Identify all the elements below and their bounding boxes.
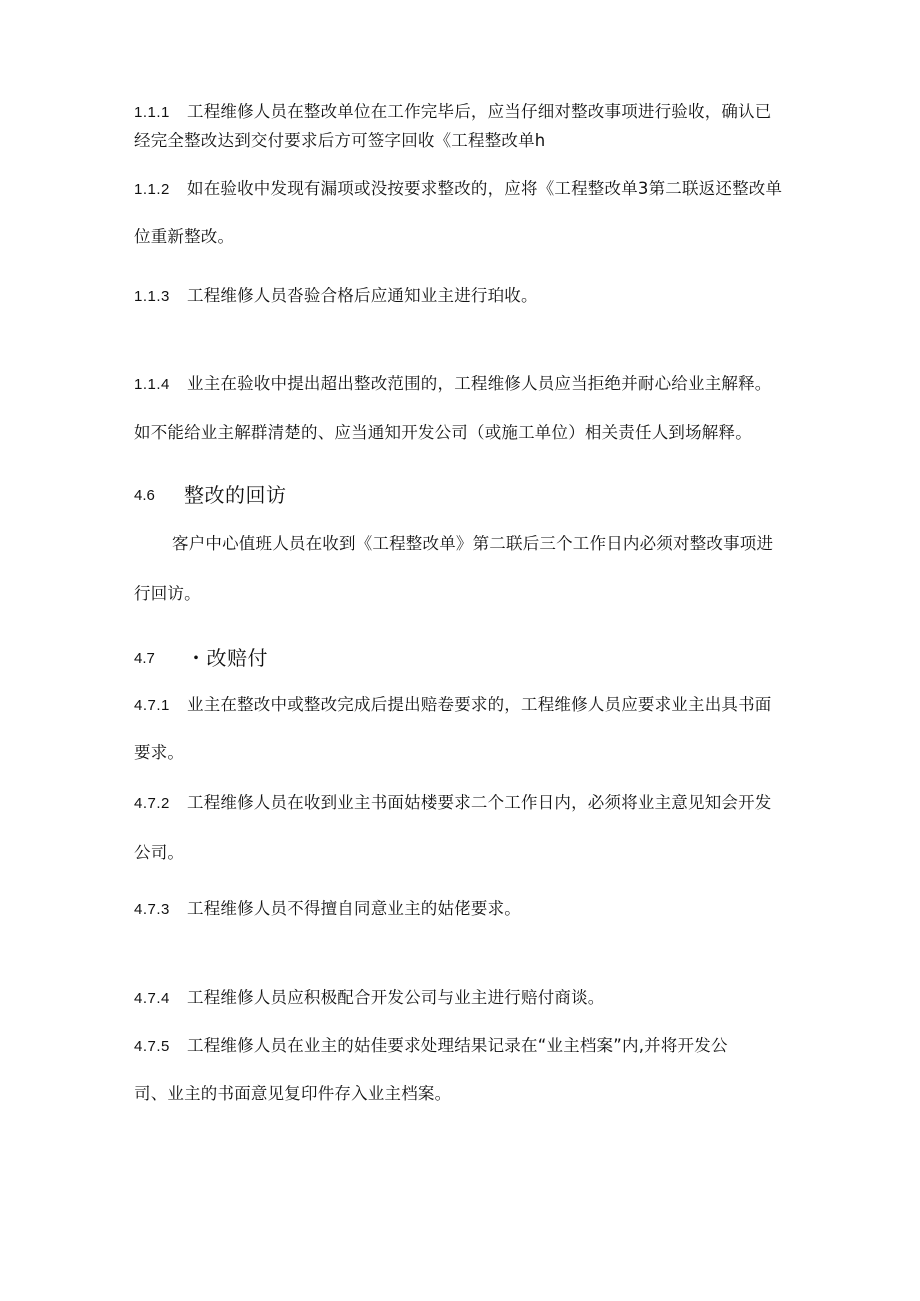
item-4-7-5-continuation: [134, 1083, 451, 1105]
item-4-7-3: [134, 898, 521, 921]
item-number: 4.7.2: [134, 795, 170, 812]
item-1-1-1-continuation: [134, 130, 545, 152]
item-1-1-4: [134, 373, 772, 396]
item-number: 1.1.3: [134, 288, 170, 305]
paragraph-line: 行回访。: [134, 584, 201, 603]
item-text: 工程维修人员在收到业主书面姑楼要求二个工作日内，必须将业主意见知会开发: [187, 793, 772, 812]
item-text: 公司。: [134, 843, 185, 862]
item-number: 4.7.5: [134, 1038, 170, 1055]
item-number: 4.7.4: [134, 990, 170, 1007]
section-4-6-paragraph-continuation: [134, 583, 201, 605]
item-1-1-1: [134, 101, 772, 124]
item-text: 位重新整改。: [134, 227, 235, 246]
item-4-7-1: [134, 694, 772, 717]
item-number: 1.1.4: [134, 376, 170, 393]
item-text: 工程维修人员不得擅自同意业主的姑佬要求。: [187, 899, 521, 918]
section-number: 4.7: [134, 650, 155, 667]
item-text: 工程维修人员沓验合格后应通知业主进行珀收。: [187, 286, 538, 305]
item-4-7-2-continuation: [134, 842, 184, 864]
item-4-7-2: [134, 792, 772, 815]
item-1-1-3: [134, 285, 538, 308]
item-text: 工程维修人员在整改单位在工作完毕后，应当仔细对整改事项进行验收，确认已: [187, 102, 772, 121]
section-title: ・改赔付: [186, 646, 268, 670]
item-number: 4.7.3: [134, 901, 170, 918]
paragraph-line: 客户中心值班人员在收到《工程整改单》第二联后三个工作日内必须对整改事项进: [172, 534, 774, 553]
item-number: 1.1.1: [134, 104, 170, 121]
item-text: 工程维修人员应积极配合开发公司与业主进行赔付商谈。: [187, 988, 605, 1007]
item-number: 4.7.1: [134, 697, 170, 714]
item-text: 如在验收中发现有漏项或没按要求整改的，应将《工程整改单3第二联返还整改单: [187, 179, 783, 198]
item-text: 工程维修人员在业主的姑佳要求处理结果记录在“业主档案”内,并将开发公: [187, 1036, 728, 1055]
section-heading-4-6: [134, 481, 534, 511]
item-text: 业主在整改中或整改完成后提出赔卷要求的，工程维修人员应要求业主出具书面: [187, 695, 772, 714]
item-4-7-1-continuation: [134, 742, 184, 764]
section-4-6-paragraph: [172, 533, 773, 555]
section-number: 4.6: [134, 487, 155, 504]
item-1-1-2-continuation: [134, 226, 234, 248]
item-text: 业主在验收中提出超出整改范围的，工程维修人员应当拒绝并耐心给业主解释。: [187, 374, 772, 393]
item-4-7-4: [134, 987, 605, 1010]
item-1-1-4-continuation: [134, 422, 752, 444]
item-number: 1.1.2: [134, 181, 170, 198]
section-title: 整改的回访: [184, 483, 287, 507]
section-heading-4-7: [134, 644, 534, 674]
item-text: 要求。: [134, 743, 185, 762]
item-text: 司、业主的书面意见复印件存入业主档案。: [134, 1084, 452, 1103]
item-1-1-2: [134, 178, 782, 201]
item-text: 经完全整改达到交付要求后方可签字回收《工程整改单h: [134, 131, 546, 150]
item-4-7-5: [134, 1035, 728, 1058]
item-text: 如不能给业主解群清楚的、应当通知开发公司（或施工单位）相关责任人到场解释。: [134, 423, 752, 442]
